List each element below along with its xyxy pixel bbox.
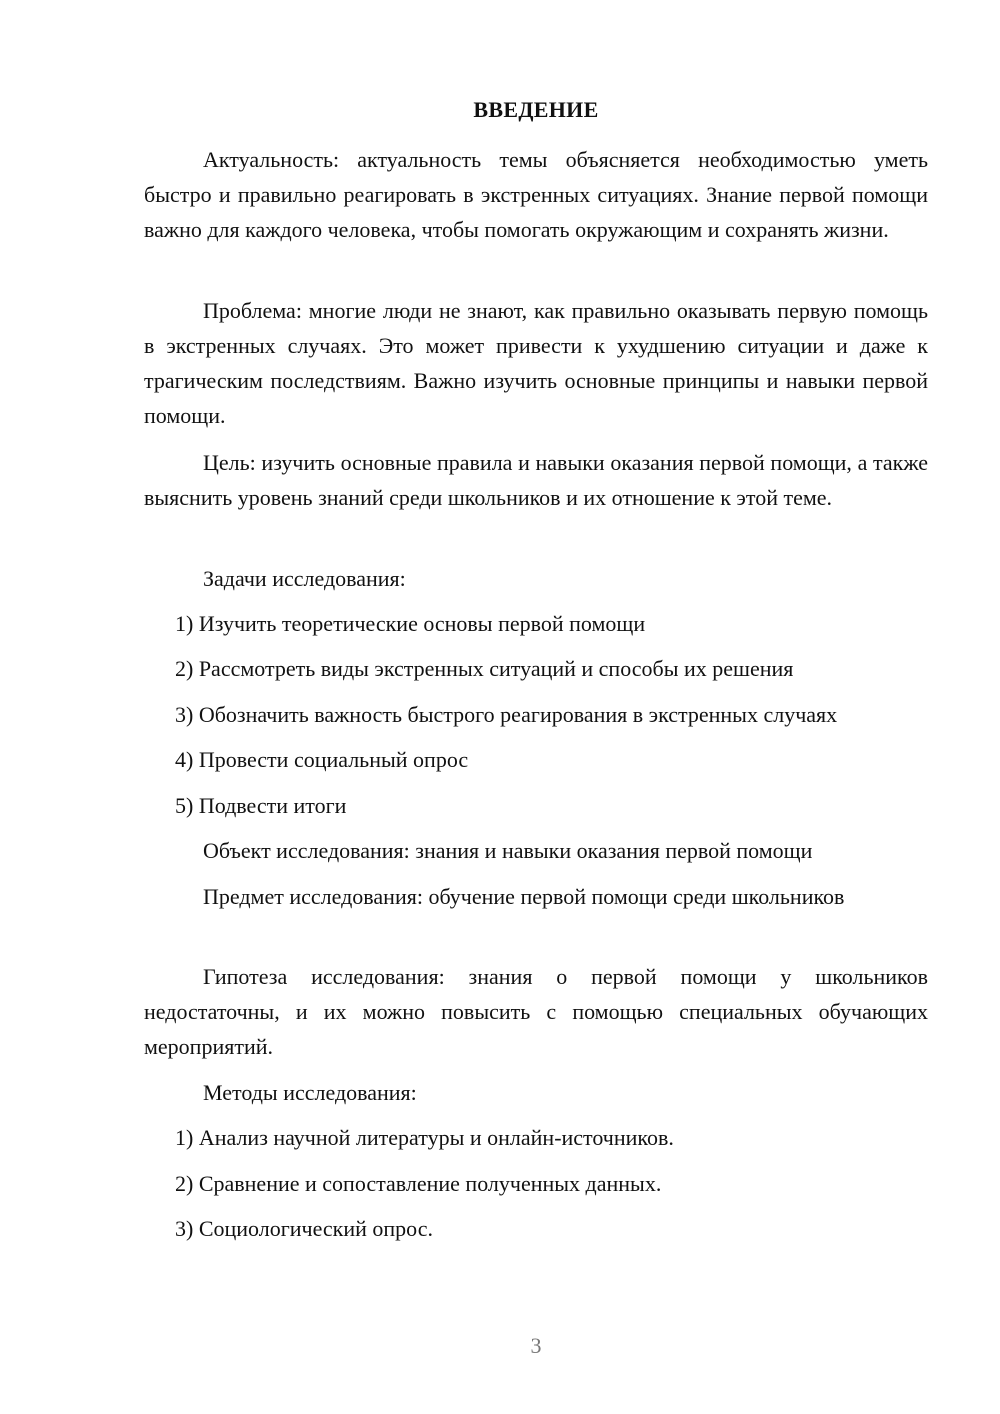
relevance-paragraph [144, 142, 928, 247]
task-item-text: 3) Обозначить важность быстрого реагирования в экстренных случаях [175, 702, 838, 727]
relevance-text: Актуальность: актуальность темы объясняется необходимостью уметь быстро и правильно реагировать в экстренных ситуациях. Знание первой помощи важно для каждого человека, чтобы помогать окружающим и сохранять жизни. [144, 147, 928, 242]
section-title: ВВЕДЕНИЕ [473, 97, 599, 122]
hypothesis-text: Гипотеза исследования: знания о первой помощи у школьников недостаточны, и их можно повысить с помощью специальных обучающих мероприятий. [144, 964, 928, 1059]
task-item-text: 4) Провести социальный опрос [175, 747, 469, 772]
task-item-text: 1) Изучить теоретические основы первой помощи [175, 611, 646, 636]
page-number: 3 [530, 1333, 542, 1358]
task-item [144, 606, 928, 641]
subject-paragraph [144, 879, 928, 914]
task-item-text: 2) Рассмотреть виды экстренных ситуаций и способы их решения [175, 656, 794, 681]
methods-heading-text: Методы исследования: [203, 1080, 417, 1105]
methods-heading [144, 1075, 928, 1110]
tasks-heading [144, 561, 928, 596]
object-paragraph [144, 833, 928, 868]
goal-paragraph [144, 445, 928, 515]
method-item [144, 1120, 928, 1155]
method-item-text: 1) Анализ научной литературы и онлайн-источников. [175, 1125, 674, 1150]
method-item-text: 2) Сравнение и сопоставление полученных данных. [175, 1171, 662, 1196]
task-item-text: 5) Подвести итоги [175, 793, 347, 818]
task-item [144, 788, 928, 823]
method-item-text: 3) Социологический опрос. [175, 1216, 433, 1241]
goal-text: Цель: изучить основные правила и навыки оказания первой помощи, а также выяснить уровень знаний среди школьников и их отношение к этой теме. [144, 450, 928, 510]
task-item [144, 697, 928, 732]
hypothesis-paragraph [144, 959, 928, 1064]
object-text: Объект исследования: знания и навыки оказания первой помощи [203, 838, 813, 863]
tasks-heading-text: Задачи исследования: [203, 566, 406, 591]
task-item [144, 651, 928, 686]
subject-text: Предмет исследования: обучение первой помощи среди школьников [203, 884, 845, 909]
problem-text: Проблема: многие люди не знают, как правильно оказывать первую помощь в экстренных случаях. Это может привести к ухудшению ситуации и даже к трагическим последствиям. Важно изучить основные принципы и навыки первой помощи. [144, 298, 928, 428]
problem-paragraph [144, 293, 928, 433]
method-item [144, 1166, 928, 1201]
method-item [144, 1211, 928, 1246]
task-item [144, 742, 928, 777]
